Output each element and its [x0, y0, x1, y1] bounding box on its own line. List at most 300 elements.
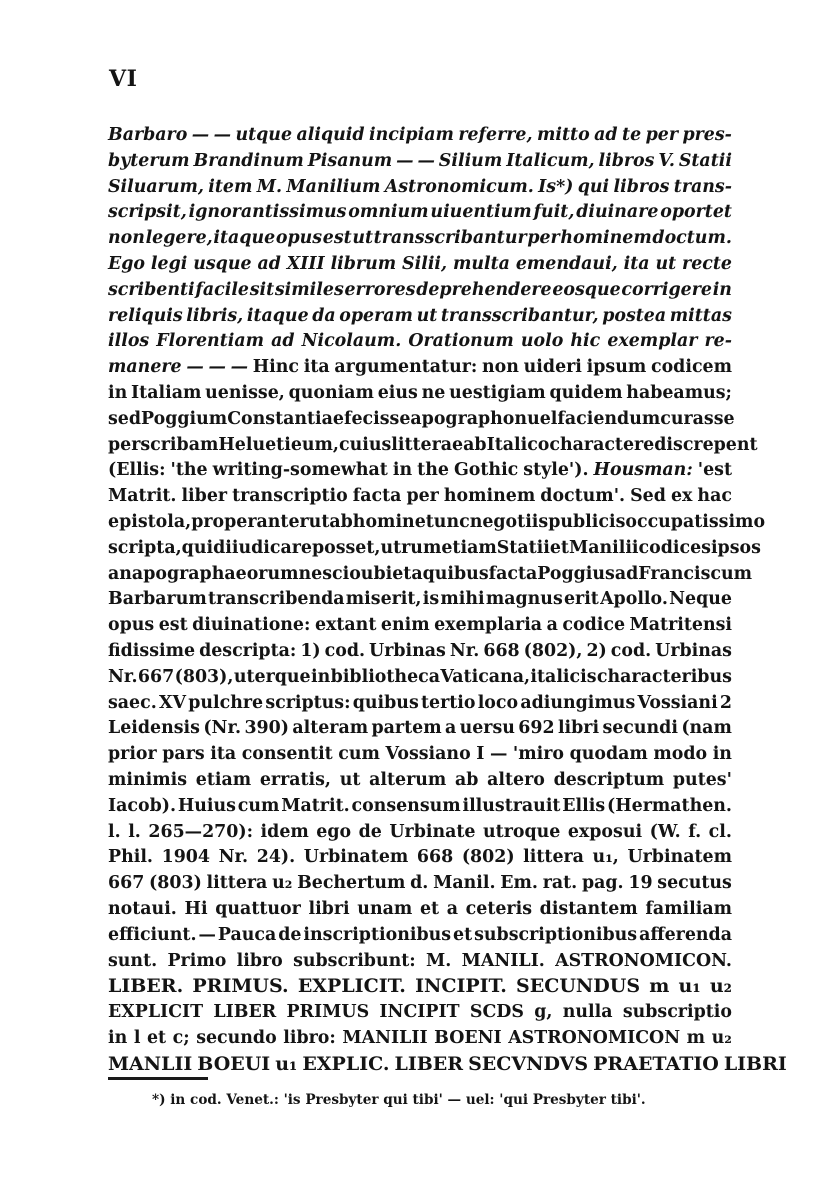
word: Barbaro [108, 125, 188, 145]
text-line [108, 381, 732, 407]
word: scriptus: [265, 692, 351, 713]
text-line [108, 613, 732, 639]
word: incipiam [368, 125, 454, 145]
word: illustrauit [462, 795, 561, 816]
word: adiungimus [520, 692, 636, 713]
word: Siluarum, [108, 176, 204, 197]
word: ab [463, 434, 487, 455]
text-line [108, 407, 735, 433]
word: utrum [380, 537, 442, 558]
word: rat. [542, 873, 578, 894]
text-line [108, 665, 732, 691]
word: l [133, 1027, 141, 1048]
word: per [527, 228, 560, 249]
word: legere, [145, 228, 213, 249]
word: Matrit. [108, 486, 177, 507]
word: aliquid [296, 125, 365, 145]
word: 24). [256, 847, 296, 868]
word: discrepent [654, 434, 758, 455]
word: pres- [682, 125, 732, 145]
word: 'est [697, 460, 732, 481]
word: opus [108, 615, 155, 636]
word: legi [150, 253, 188, 274]
word: descriptum [553, 769, 665, 790]
word: exposui [567, 821, 643, 842]
word: m [649, 975, 670, 998]
word: l. [108, 821, 121, 842]
word: u₂ [272, 873, 293, 894]
word: 668 [416, 847, 454, 868]
word: codices [638, 537, 711, 558]
word: V. [658, 150, 675, 171]
word: corrigere [621, 279, 712, 300]
word: EXPLICIT [108, 1002, 204, 1023]
word: cod. [324, 640, 366, 661]
word: — [198, 924, 216, 945]
word: Em. [500, 873, 538, 894]
word: 1) [300, 640, 321, 661]
word: hominem [443, 486, 536, 507]
word: non [482, 357, 519, 378]
text-line [108, 897, 732, 923]
word: LIBER [213, 1002, 277, 1023]
word: ne [421, 382, 446, 403]
word: Huius [177, 795, 236, 816]
word: uolo [520, 331, 564, 352]
word: ut [308, 511, 330, 532]
word: postea [602, 305, 667, 326]
word: pars [162, 744, 205, 765]
word: per [406, 486, 439, 507]
word: ad [271, 331, 295, 352]
word: pulchre [188, 692, 264, 713]
word: SCDS [469, 1002, 524, 1023]
word: PRAETATIO [593, 1052, 719, 1075]
word: itaque [246, 305, 309, 326]
word: SECVNDVS [468, 1052, 589, 1075]
word: itaque [213, 228, 276, 249]
word: diiudicare [213, 537, 312, 558]
word: Statii [496, 537, 550, 558]
word: idem [260, 821, 309, 842]
word: M. [256, 176, 283, 197]
word: Barbarum [108, 589, 207, 610]
word: — [186, 357, 204, 378]
word: ab [454, 769, 479, 790]
word: transscribantur, [440, 305, 599, 326]
text-line [108, 691, 732, 717]
word: Neque [669, 589, 732, 610]
footnote: *) in cod. Venet.: 'is Presbyter qui tibi' — uel: 'qui Presbyter tibi'. [152, 1092, 646, 1108]
word: quibus [422, 563, 489, 584]
word: re- [704, 331, 732, 352]
word: et [392, 563, 412, 584]
text-line [108, 433, 758, 459]
word: ceteris [465, 898, 532, 919]
word: de [358, 821, 382, 842]
text-line [108, 768, 732, 794]
word: Urbinas [369, 640, 446, 661]
word: inscriptionibus [303, 924, 452, 945]
word: f. [688, 821, 702, 842]
word: negotiis [469, 511, 549, 532]
word: deprehendere [416, 279, 552, 300]
word: qui [577, 176, 610, 197]
text-line [108, 742, 732, 768]
word: SECUNDUS [516, 975, 641, 998]
text-line [108, 278, 732, 304]
word: mittas [669, 305, 732, 326]
word: cod. [610, 640, 652, 661]
word: fuit, [533, 202, 575, 223]
word: doctum'. [540, 486, 626, 507]
word: ubi [360, 563, 393, 584]
text-line [108, 304, 732, 330]
word: in [392, 460, 413, 481]
word: — [417, 150, 435, 171]
word: 667 [137, 666, 175, 687]
word: enim [380, 615, 430, 636]
word: habeamus; [626, 382, 732, 403]
word: ita [623, 253, 650, 274]
text-line [108, 716, 732, 742]
word: referre, [458, 125, 533, 145]
word: Nr. [449, 640, 480, 661]
word: fecisse [344, 408, 411, 429]
word: Manilii [568, 537, 639, 558]
word: characteribus [596, 666, 732, 687]
word: l. [128, 821, 141, 842]
word: apographa [131, 563, 236, 584]
word: uel [527, 408, 558, 429]
word: et [453, 924, 473, 945]
word: secundi [602, 718, 678, 739]
word: Vaticana, [440, 666, 531, 687]
word: de [278, 924, 302, 945]
word: Ellis [562, 795, 606, 816]
word: minimis [108, 769, 188, 790]
word: notaui. [108, 898, 177, 919]
word: familiam [645, 898, 732, 919]
word: Manil. [433, 873, 496, 894]
text-line [108, 562, 753, 588]
word: — [396, 150, 414, 171]
word: per [645, 125, 678, 145]
word: homine [352, 511, 426, 532]
word: non [108, 228, 145, 249]
word: LIBRI [723, 1052, 787, 1075]
word: Poggium [141, 408, 228, 429]
word: et [549, 537, 569, 558]
word: subscribunt: [293, 950, 416, 971]
word: 390) [244, 718, 289, 739]
word: argumentatur: [334, 357, 478, 378]
word: — [191, 125, 210, 145]
word: ut [416, 305, 438, 326]
word: publicis [548, 511, 626, 532]
word: Nr. [108, 666, 138, 687]
text-line [108, 845, 732, 871]
word: 2) [586, 640, 607, 661]
word: littera [206, 873, 268, 894]
word: XV [159, 692, 186, 713]
word: hac [697, 486, 732, 507]
word: per [108, 434, 141, 455]
word: te [622, 125, 642, 145]
word: Primo [167, 950, 227, 971]
word: Apollo. [600, 589, 668, 610]
word: uterque [233, 666, 311, 687]
word: 667 [108, 873, 145, 894]
word: secutus [657, 873, 732, 894]
word: BOEUI [197, 1052, 271, 1075]
word: mihi [440, 589, 485, 610]
word: exemplar [607, 331, 698, 352]
word: libro: [283, 1027, 336, 1048]
word: PRIMUS [286, 1002, 370, 1023]
word: usque [193, 253, 252, 274]
word: Vossiano [385, 744, 471, 765]
text-line [108, 149, 732, 175]
word: ad [614, 563, 639, 584]
word: — [208, 357, 226, 378]
word: cl. [708, 821, 732, 842]
word: ego [316, 821, 352, 842]
word: nulla [562, 1002, 613, 1023]
text-line [108, 820, 732, 846]
word: g, [534, 1002, 553, 1023]
text-line [108, 587, 732, 613]
word: Italiam [131, 382, 202, 403]
word: libris, [186, 305, 244, 326]
word: scribam [140, 434, 219, 455]
word: Silium [438, 150, 503, 171]
word: Urbinas [655, 640, 732, 661]
word: (Nr. [203, 718, 242, 739]
word: et [146, 1027, 167, 1048]
word: Manilium [286, 176, 381, 197]
word: in [108, 382, 128, 403]
word: pag. [581, 873, 624, 894]
word: quidem [549, 382, 623, 403]
word: multa [452, 253, 510, 274]
word: 'miro [512, 744, 564, 765]
word: u₂ [709, 975, 732, 998]
word: (803) [149, 873, 202, 894]
word: item [208, 176, 253, 197]
word: (Hermathen. [606, 795, 732, 816]
word: altero [487, 769, 545, 790]
word: — [213, 125, 232, 145]
word: INCIPIT. [415, 975, 507, 998]
word: prior [108, 744, 157, 765]
word: cuius [339, 434, 392, 455]
word: in [311, 666, 331, 687]
word: in [108, 1027, 128, 1048]
word: diuinare [576, 202, 659, 223]
word: (802) [461, 847, 515, 868]
word: Leidensis [108, 718, 200, 739]
word: an [108, 563, 132, 584]
word: LIBER [394, 1052, 464, 1075]
word: uestigiam [449, 382, 546, 403]
word: in [712, 279, 732, 300]
word: properanter [191, 511, 309, 532]
word: BOENI [434, 1027, 502, 1048]
word: quattuor [215, 898, 301, 919]
text-line [108, 510, 766, 536]
word: quoniam [288, 382, 374, 403]
word: efficiunt. [108, 924, 197, 945]
word: 1904 [161, 847, 210, 868]
word: c; [172, 1027, 190, 1048]
text-line [108, 226, 732, 252]
word: libros [598, 150, 655, 171]
text-line [108, 1052, 787, 1078]
word: bibliotheca [330, 666, 440, 687]
word: qui [181, 537, 214, 558]
word: 668 [483, 640, 520, 661]
word: modo [653, 744, 708, 765]
word: — [230, 357, 248, 378]
word: operam [339, 305, 413, 326]
word: italicis [530, 666, 597, 687]
word: quodam [569, 744, 648, 765]
word: est [158, 615, 188, 636]
word: Ego [108, 253, 146, 274]
word: Vossiani [637, 692, 718, 713]
word: a [444, 718, 457, 739]
word: alterum [369, 769, 447, 790]
word: transcribenda [207, 589, 345, 610]
word: u₂ [711, 1027, 732, 1048]
word: litterae [391, 434, 464, 455]
word: ita [210, 744, 237, 765]
word: m [686, 1027, 706, 1048]
word: facta [352, 486, 402, 507]
word: epistola, [108, 511, 192, 532]
word: Phil. [108, 847, 153, 868]
word: Is*) [538, 176, 574, 197]
word: Orationum [408, 331, 514, 352]
word: opus [275, 228, 323, 249]
word: sit [249, 279, 275, 300]
word: utroque [483, 821, 561, 842]
word: eius [377, 382, 418, 403]
word: recte [682, 253, 732, 274]
word: libros [613, 176, 670, 197]
word: Nicolaum. [301, 331, 402, 352]
word: a [446, 898, 458, 919]
text-line [108, 355, 732, 381]
word: faciendum [557, 408, 661, 429]
word: scribenti [108, 279, 195, 300]
word: utque [235, 125, 293, 145]
word: da [312, 305, 336, 326]
text-line [108, 949, 732, 975]
word: similes [274, 279, 344, 300]
word: sunt. [108, 950, 158, 971]
word: facta [488, 563, 538, 584]
word: nescio [298, 563, 361, 584]
word: — [489, 744, 508, 765]
word: a [411, 563, 423, 584]
word: Housman: [593, 460, 693, 481]
word: errores [344, 279, 416, 300]
word: MANLII [108, 1052, 193, 1075]
word: ASTRONOMICON. [555, 950, 732, 971]
word: etiam [441, 537, 497, 558]
word: scripsit, [108, 202, 187, 223]
word: (803), [174, 666, 234, 687]
word: ut [352, 228, 373, 249]
word: ut [339, 769, 361, 790]
word: Florentiam [156, 331, 265, 352]
word: writing-somewhat [212, 460, 388, 481]
word: tertio [420, 692, 476, 713]
text-line [108, 200, 732, 226]
word: Brandinum [193, 150, 304, 171]
body-text [108, 123, 787, 1077]
word: Heluetieum, [218, 434, 339, 455]
word: partem [371, 718, 442, 739]
word: apographon [410, 408, 528, 429]
word: byterum [108, 150, 190, 171]
word: trans- [673, 176, 732, 197]
word: illos [108, 331, 150, 352]
word: unam [357, 898, 413, 919]
word: LIBER. [108, 975, 184, 998]
word: ignorantissimus [188, 202, 347, 223]
word: uideri [523, 357, 582, 378]
text-line [108, 871, 732, 897]
word: libri [308, 898, 350, 919]
word: Silii, [402, 253, 448, 274]
text-line [108, 458, 732, 484]
text-line [108, 794, 732, 820]
word: descripta: [199, 640, 297, 661]
word: erit [563, 589, 599, 610]
word: EXPLICIT. [297, 975, 406, 998]
word: librum [330, 253, 397, 274]
word: Pauca [217, 924, 277, 945]
word: codice [562, 615, 626, 636]
word: est [322, 228, 352, 249]
word: charactere [549, 434, 655, 455]
word: codicem [650, 357, 732, 378]
word: eorum [235, 563, 299, 584]
word: ipsos [710, 537, 761, 558]
word: magnus [485, 589, 563, 610]
word: curasse [660, 408, 735, 429]
footnote-rule [108, 1077, 208, 1080]
word: ex [670, 486, 693, 507]
word: cum [237, 795, 280, 816]
word: occupatissimo [625, 511, 766, 532]
word: quibus [352, 692, 419, 713]
word: liber [181, 486, 228, 507]
word: the [417, 460, 449, 481]
word: (Ellis: [108, 460, 166, 481]
word: et [419, 898, 440, 919]
word: ita [303, 357, 330, 378]
word: (nam [681, 718, 732, 739]
word: style'). [523, 460, 589, 481]
word: is [422, 589, 440, 610]
text-line [108, 923, 732, 949]
word: (802), [523, 640, 583, 661]
word: littera [523, 847, 584, 868]
